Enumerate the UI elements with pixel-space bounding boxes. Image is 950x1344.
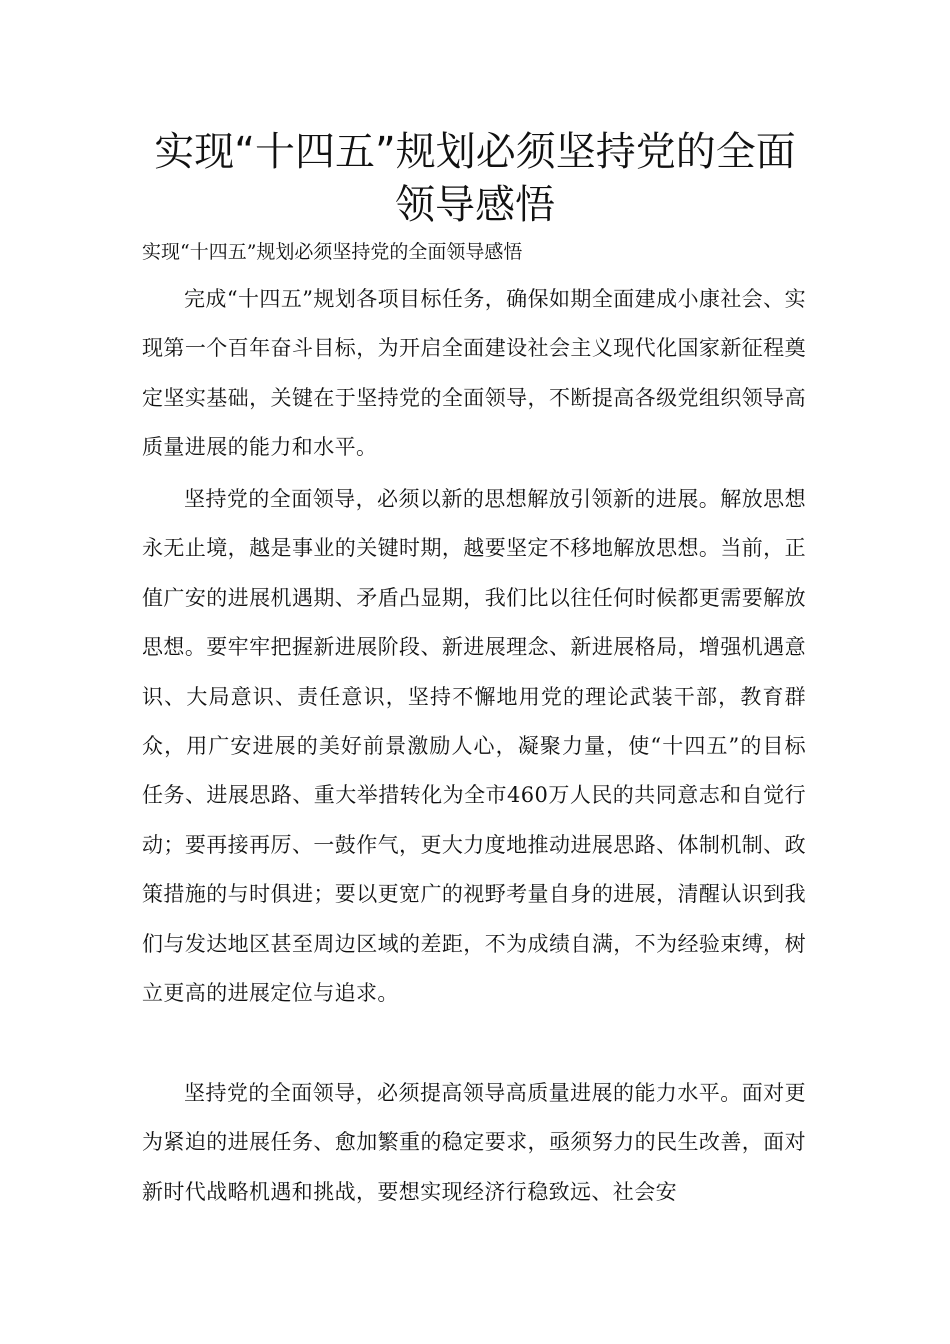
paragraph-3: 坚持党的全面领导，必须提高领导高质量进展的能力水平。面对更为紧迫的进展任务、愈加繁重的稳定要求，亟须努力的民生改善，面对新时代战略机遇和挑战，要想实现经济行稳致远、社会安 <box>142 1081 806 1204</box>
paragraph-1: 完成“十四五”规划各项目标任务，确保如期全面建成小康社会、实现第一个百年奋斗目标，为开启全面建设社会主义现代化国家新征程奠定坚实基础，关键在于坚持党的全面领导，不断提高各级党组织领导高质量进展的能力和水平。 <box>142 287 806 460</box>
paragraph-2: 坚持党的全面领导，必须以新的思想解放引领新的进展。解放思想永无止境，越是事业的关键时期，越要坚定不移地解放思想。当前，正值广安的进展机遇期、矛盾凸显期，我们比以往任何时候都更需要解放思想。要牢牢把握新进展阶段、新进展理念、新进展格局，增强机遇意识、大局意识、责任意识，坚持不懈地用党的理论武装干部，教育群众，用广安进展的美好前景激励人心，凝聚力量，使“十四五”的目标任务、进展思路、重大举措转化为全市460万人民的共同意志和自觉行动；要再接再厉、一鼓作气，更大力度地推动进展思路、体制机制、政策措施的与时俱进；要以更宽广的视野考量自身的进展，清醒认识到我们与发达地区甚至周边区域的差距，不为成绩自满，不为经验束缚，树立更高的进展定位与追求。 <box>142 487 806 1006</box>
document-title: 实现“十四五”规划必须坚持党的全面领导感悟 <box>154 129 796 228</box>
document-subtitle: 实现“十四五”规划必须坚持党的全面领导感悟 <box>142 241 523 263</box>
